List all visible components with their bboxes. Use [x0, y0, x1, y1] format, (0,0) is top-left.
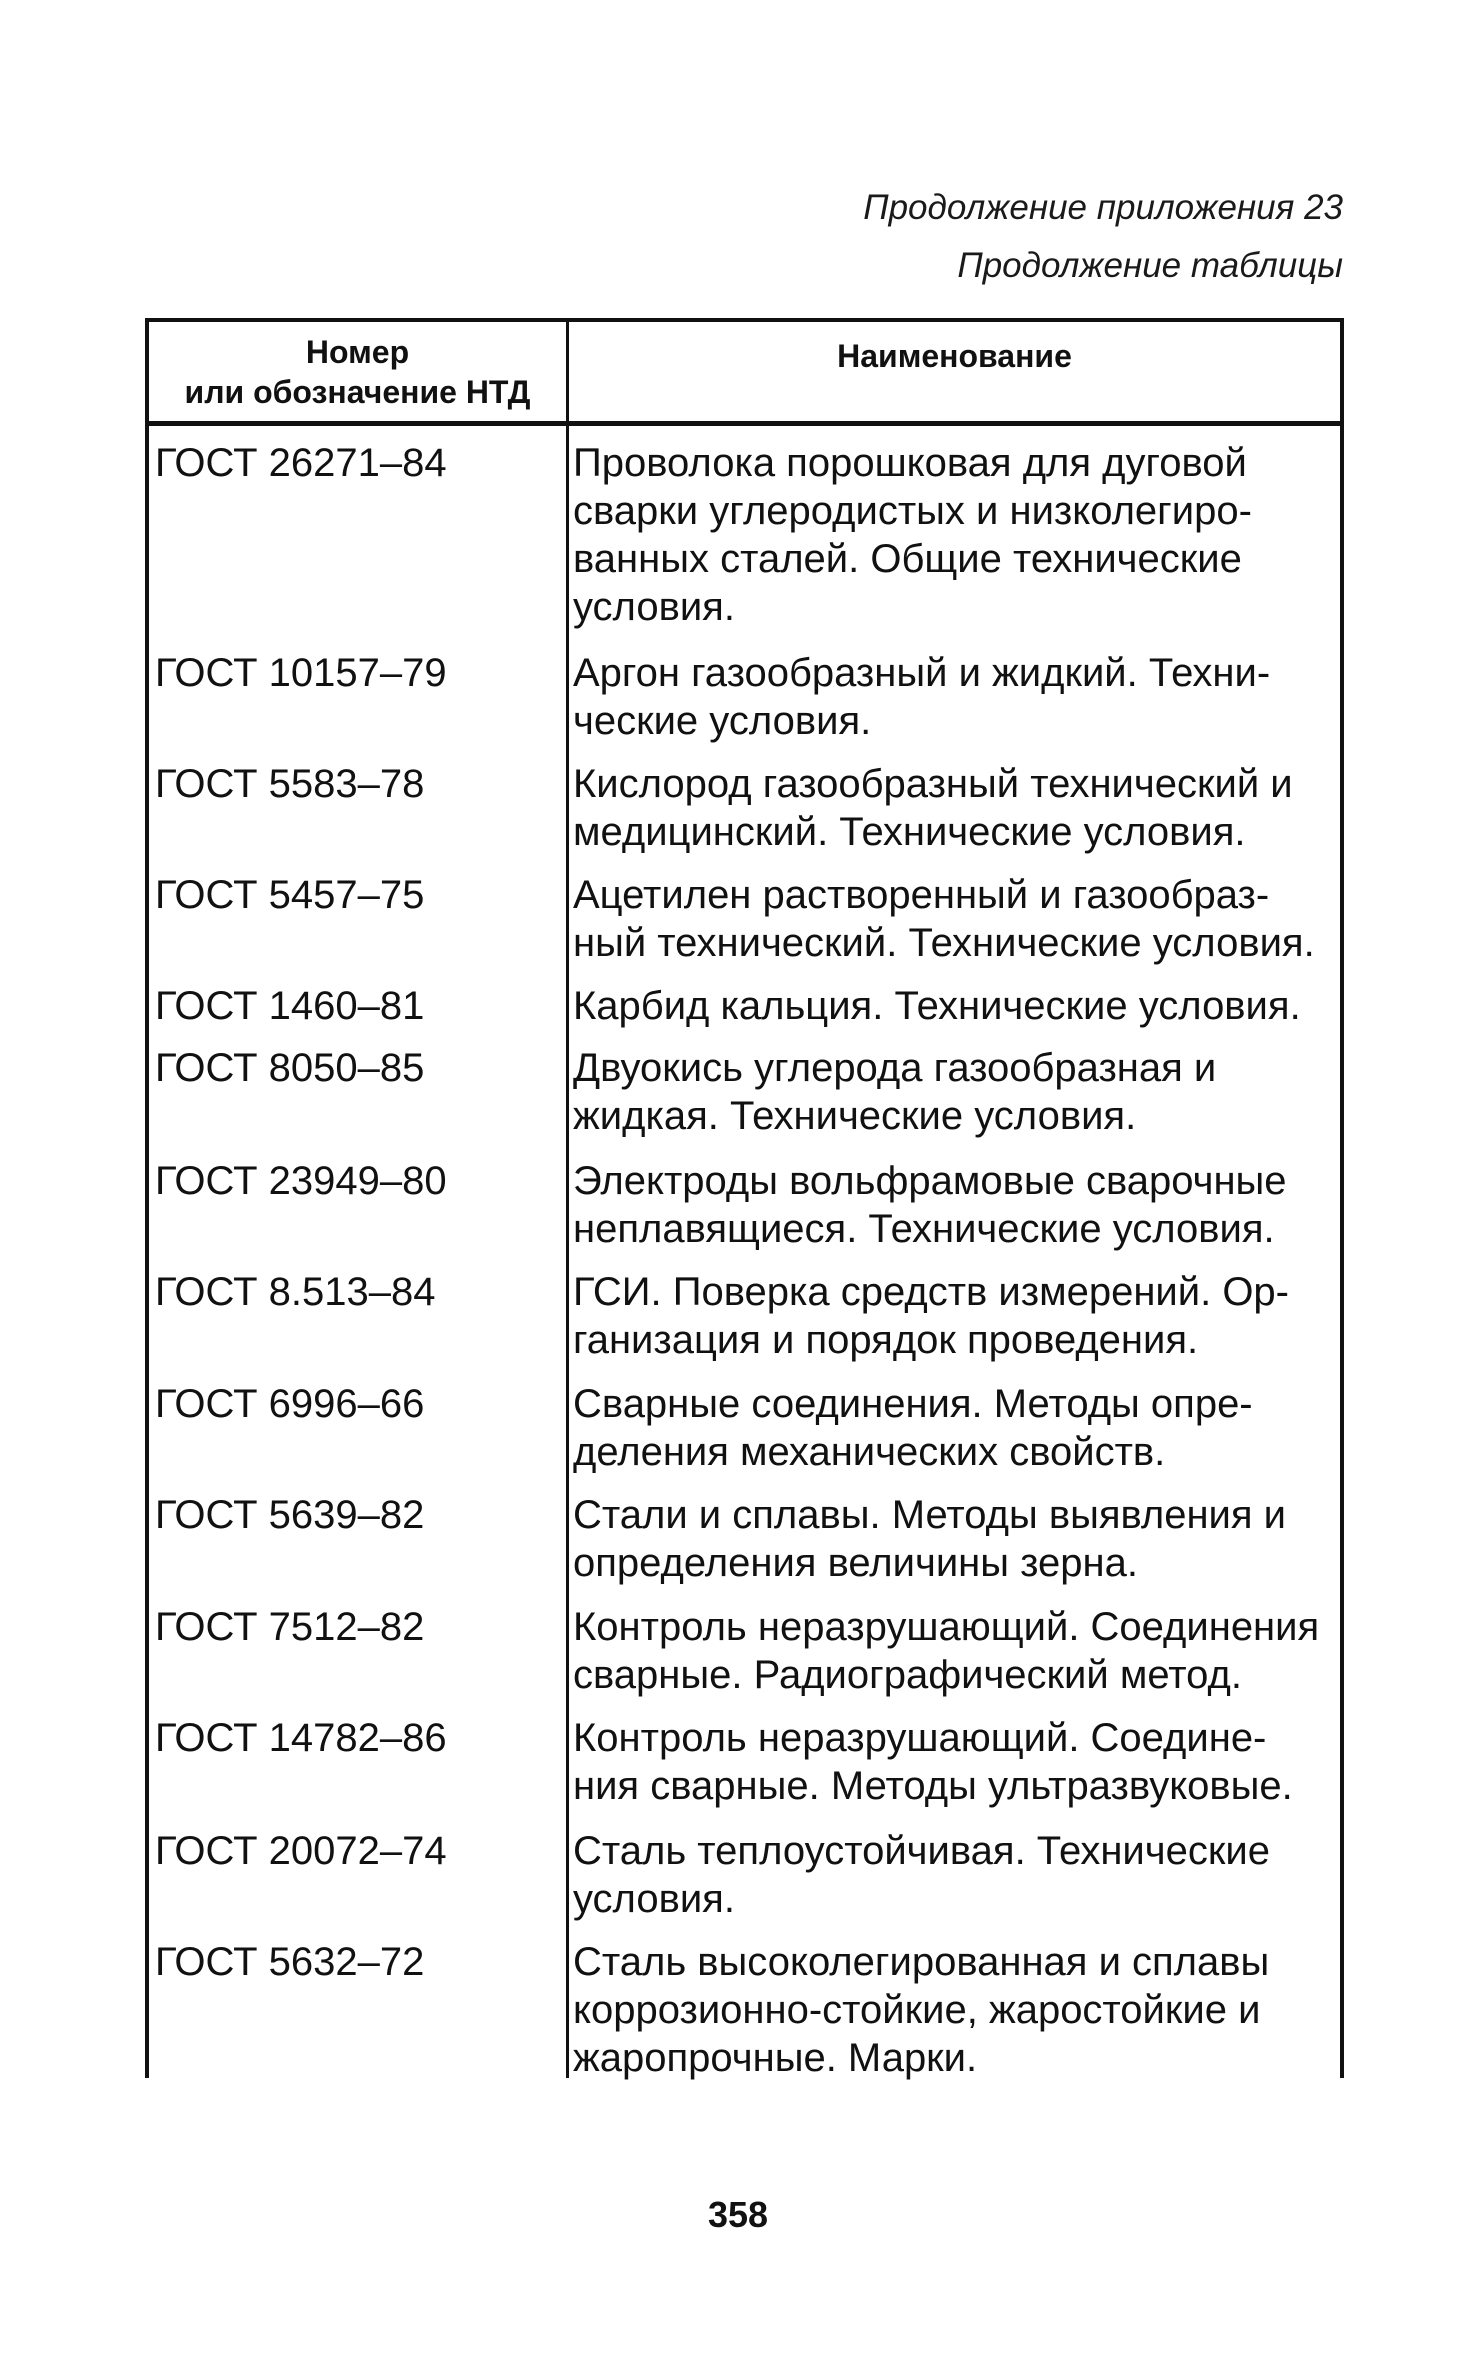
standards-table: [145, 318, 1344, 2078]
standard-title: [573, 649, 1340, 745]
standard-number: ГОСТ 8.513–84: [155, 1270, 436, 1314]
standard-number: ГОСТ 6996–66: [155, 1382, 425, 1426]
standard-title: [573, 1827, 1340, 1923]
column-header-name: Наименование: [837, 338, 1072, 374]
standard-title-line: ванных сталей. Общие технические: [573, 537, 1242, 581]
standard-title-line: Ацетилен растворенный и газообраз-: [573, 873, 1270, 917]
standard-title-line: неплавящиеся. Технические условия.: [573, 1207, 1275, 1251]
standard-title-line: Контроль неразрушающий. Соедине-: [573, 1716, 1267, 1760]
standard-title: [573, 1268, 1340, 1364]
standard-title-line: Сталь высоколегированная и сплавы: [573, 1940, 1270, 1984]
standard-title-line: Стали и сплавы. Методы выявления и: [573, 1493, 1286, 1537]
standard-title: [573, 1491, 1340, 1587]
column-header-number-line: Номер: [305, 334, 410, 370]
standard-title: [573, 760, 1340, 856]
standard-number: ГОСТ 1460–81: [155, 984, 425, 1028]
standard-title-line: сварные. Радиографический метод.: [573, 1653, 1242, 1697]
standard-number: ГОСТ 7512–82: [155, 1605, 425, 1649]
header-separator: [149, 421, 1340, 426]
standard-title: [573, 871, 1340, 967]
standard-number: ГОСТ 23949–80: [155, 1159, 447, 1203]
standard-title-line: определения величины зерна.: [573, 1541, 1138, 1585]
standard-title-line: медицинский. Технические условия.: [573, 810, 1246, 854]
standard-title-line: ГСИ. Поверка средств измерений. Ор-: [573, 1270, 1289, 1314]
column-divider: [566, 322, 569, 2078]
standard-title: [573, 1603, 1340, 1699]
standard-title-line: условия.: [573, 1877, 735, 1921]
standard-title-line: Электроды вольфрамовые сварочные: [573, 1159, 1287, 1203]
standard-title-line: Карбид кальция. Технические условия.: [573, 984, 1301, 1028]
standard-title-line: Двуокись углерода газообразная и: [573, 1046, 1217, 1090]
standard-number: ГОСТ 8050–85: [155, 1046, 425, 1090]
standard-title-line: условия.: [573, 585, 735, 629]
header-continuation-appendix: Продолжение приложения 23: [863, 188, 1343, 227]
standard-title: [573, 982, 1340, 1030]
standard-title: [573, 1714, 1340, 1810]
standard-title-line: Сварные соединения. Методы опре-: [573, 1382, 1253, 1426]
standard-title-line: Контроль неразрушающий. Соединения: [573, 1605, 1320, 1649]
standard-title-line: ческие условия.: [573, 699, 872, 743]
page-number: 358: [707, 2194, 769, 2235]
standard-title-line: деления механических свойств.: [573, 1430, 1166, 1474]
standard-title-line: жидкая. Технические условия.: [573, 1094, 1137, 1138]
standard-title-line: сварки углеродистых и низколегиро-: [573, 489, 1252, 533]
standard-number: ГОСТ 5583–78: [155, 762, 425, 806]
standard-title: [573, 1157, 1340, 1253]
standard-title-line: Проволока порошковая для дуговой: [573, 441, 1247, 485]
standard-title: [573, 439, 1340, 631]
standard-title: [573, 1380, 1340, 1476]
header-continuation-table: Продолжение таблицы: [957, 246, 1343, 285]
standard-number: ГОСТ 5632–72: [155, 1940, 425, 1984]
standard-title: [573, 1938, 1340, 2082]
standard-number: ГОСТ 20072–74: [155, 1829, 447, 1873]
standard-title-line: ный технический. Технические условия.: [573, 921, 1315, 965]
standard-number: ГОСТ 26271–84: [155, 441, 447, 485]
standard-title-line: Аргон газообразный и жидкий. Техни-: [573, 651, 1271, 695]
column-header-number-line: или обозначение НТД: [184, 374, 531, 410]
standard-title-line: ганизация и порядок проведения.: [573, 1318, 1199, 1362]
standard-title-line: Сталь теплоустойчивая. Технические: [573, 1829, 1270, 1873]
standard-number: ГОСТ 10157–79: [155, 651, 447, 695]
standard-number: ГОСТ 5457–75: [155, 873, 425, 917]
standard-title-line: Кислород газообразный технический и: [573, 762, 1293, 806]
standard-title-line: жаропрочные. Марки.: [573, 2036, 978, 2080]
standard-title-line: коррозионно-стойкие, жаростойкие и: [573, 1988, 1261, 2032]
standard-title: [573, 1044, 1340, 1140]
standard-title-line: ния сварные. Методы ультразвуковые.: [573, 1764, 1293, 1808]
standard-number: ГОСТ 14782–86: [155, 1716, 447, 1760]
column-header-number: [149, 332, 566, 412]
standard-number: ГОСТ 5639–82: [155, 1493, 425, 1537]
